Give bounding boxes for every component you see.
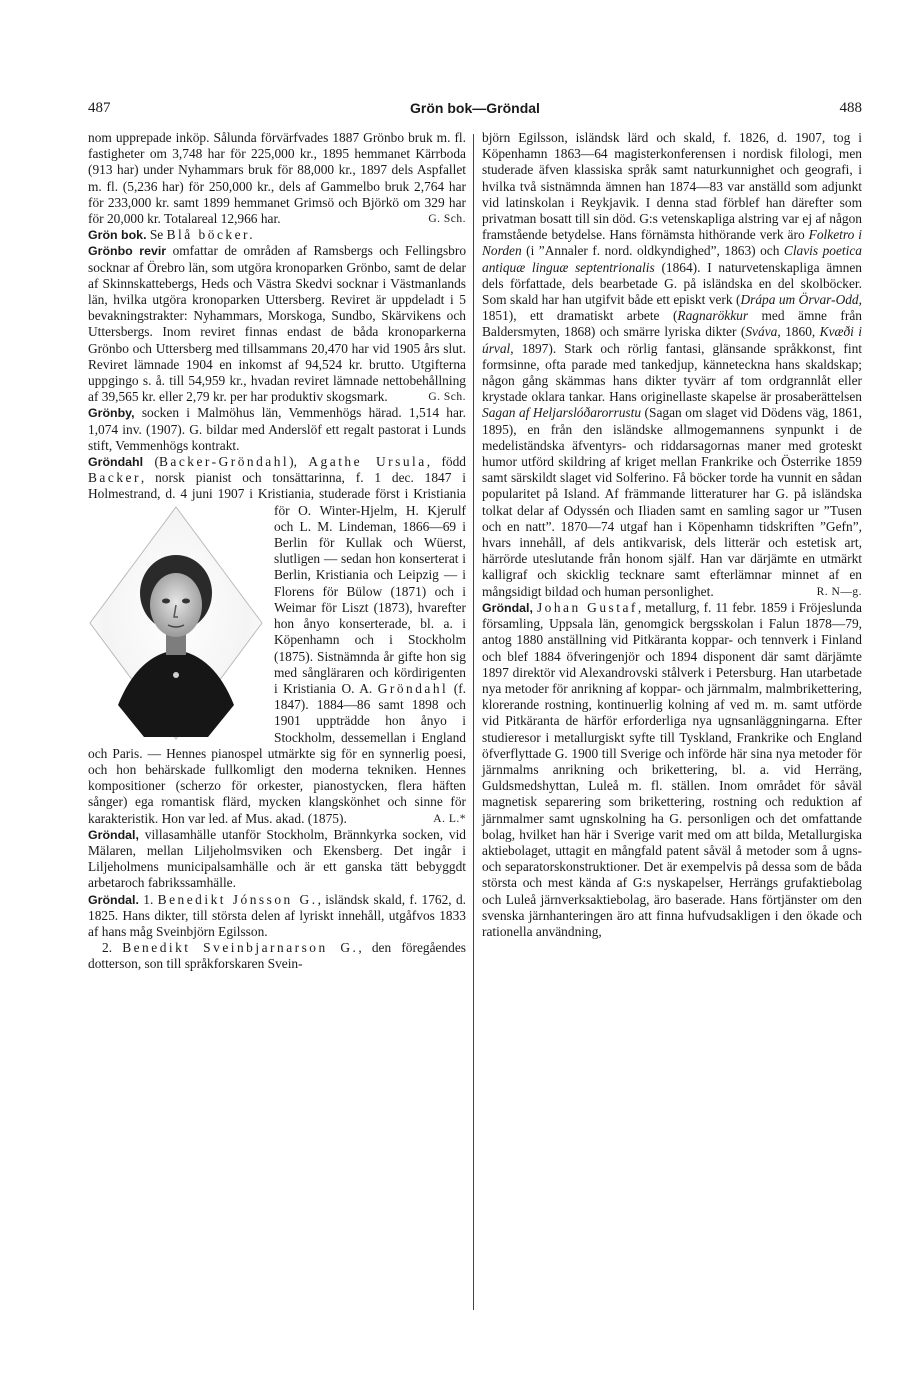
headword: Gröndal, (482, 600, 533, 615)
entry-text: , 1897). Stark och rörlig fantasi, glänsande språkkonst, fint formsinne, ofta parade med tankedjup, känneteckna hans skaldskap; någon gång skämmas hans dikter tyvärr af tom ordgrannlåt eller krystade oklara tankar. Hans originellaste skapelse är prosaberättelsen (482, 340, 862, 405)
author-signature: G. Sch. (428, 213, 466, 226)
entry-text: (f. 1847). 1884—86 samt 1898 och 1901 uppträdde hon ånyo i Stockholm, dessemellan i England och Paris. — Hennes pianospel utmärkte sig för en synnerlig poesi, och hon behärskade fullkomligt den moderna tekniken. Hennes kompositioner (scherzo för orkester, pianostycken, flera häften sånger) ega romantisk flärd, mycken klangskönhet och sinne för karakteristik. Hon var led. af Mus. akad. (1875). (88, 680, 466, 826)
entry-grondal-benedikt-continued (482, 130, 862, 600)
entry-text: (1864). I naturvetenskapliga ämnen dels författade, dels bearbetade G. på isländska en del skolböcker. Som skald har han utgifvit både ett episkt verk ( (482, 259, 863, 308)
headword: Gröndal. (88, 892, 139, 907)
entry-text: , metallurg, f. 11 febr. 1859 i Fröjeslunda församling, Uppsala län, genomgick bergsskolan i Falun 1878—79, antog 1880 anställning vid Pitkäranta koppar- och tennverk i Finland och blef 1884 öfveringenjör och 1894 disponent där samt därjämte 1897 direktör vid Alexandrovski stålverk i Petersburg. Han utarbetade nya metoder för anrikning af koppar- och järnmalm, malmbrikettering, klorerande rostning, kontinuerlig kolning af ved m. m. samt utförde vid Pitkäranta de härför erforderliga nya ugnsanläggningarna. Efter studieresor i metallurgiskt syfte till Tyskland, Frankrike och England öfverflyttade G. 1900 till Sverige och införde här sina nya metoder för järnmalms anrikning och brikettering, bl. a. vid Herräng, Guldsmedshyttan, Luleå m. fl. ställen. Inom området för såväl magnetisk separering som brikettering, rostning och reduktion af järnmalmer samt ugnskolning ha G. personligen och det omfattande bolag, hvilket han här i Sverige varit med om att bilda, Metallurgiska aktiebolaget, uttagit en mångfald patent såväl å metoder som å ugns- och separatorskonstruktioner. Det är exempelvis på dessa som de båda största och mest kända af G:s nyskapelser, Herrängs grufaktiebolag och Luleå järnverksaktiebolag, äro baserade. Hans förtjänster om den svenska järnhanteringen äro att finna hufvudsakligen i den ökade och rationella användning, (482, 599, 863, 939)
entry-gronby (88, 405, 466, 454)
right-column (482, 130, 862, 940)
entry-text: , isländsk skald, f. 1762, d. 1825. Hans dikter, till största delen af lyriskt innehåll, utgåfvos 1833 af hans måg Sveinbjörn Egilsson. (88, 891, 466, 939)
spaced-name: Benedikt Sveinbjarnarson G. (122, 940, 359, 956)
work-title: Sagan af Heljarslóðarorrustu (482, 405, 642, 421)
page-number-right: 488 (839, 100, 862, 116)
entry-text: , den föregåendes dotterson, son till språkforskaren Svein- (88, 940, 467, 972)
portrait-figure (88, 505, 264, 741)
work-title: Drápa um Örvar-Odd (740, 292, 859, 308)
entry-text: nom upprepade inköp. Sålunda förvärfvades 1887 Grönbo bruk m. fl. fastigheter om 3,748 har för 225,000 kr., 1895 hemmanet Kärrboda (913 har) under Nyhammars bruk för 88,000 kr., 1897 dels Aspfallet m. fl. (5,236 har) för 250,000 kr., dels af Gammelbo bruk 2,764 har för 233,000 kr. samt 1899 hemmanet Grimsö och Björkö om 329 har för 20,000 kr. Totalareal 12,966 har. (88, 130, 466, 227)
entry-text: med ämne från Baldersmyten, 1868) och smärre lyriska dikter ( (482, 308, 862, 340)
work-title: Sváva (745, 324, 778, 340)
entry-text: villasamhälle utanför Stockholm, Brännkyrka socken, vid Mälaren, mellan Liljeholmsviken och Ekensberg. Det ingår i Liljeholmens municipalsamhälle och är ett ganska tätt bebyggdt arbetaroch fabrikssamhälle. (88, 826, 466, 891)
headword: Gröndal, (88, 827, 139, 842)
left-column (88, 130, 466, 973)
entry-text: omfattar de områden af Ramsbergs och Fellingsbro socknar af Örebro län, som utgöra kronoparken Grönbo, samt de delar af Skinnskattebergs, Heds och Västra Skedvi socknar i Västmanlands län, hvilka utgöra kronoparken Uttersberg. Reviret är uppdeladt i 5 bevakningstrakter: Nyhammars, Morskoga, Sundbo, Skärvikens och Uttersbergs. Inom reviret finnas endast de båda kronoparkerna Grönbo och Uttersberg med tillsammans 20,470 har vid 1905 års slut. Reviret lämnade 1904 en inkomst af 94,524 kr. brutto. Utgifterna uppgingo s. å. till 54,959 kr., hvadan reviret lämnade nettobehållning af 39,565 kr. eller 2,79 kr. per har produktiv skogsmark. (88, 243, 467, 405)
portrait-photo-icon (88, 505, 264, 741)
entry-text: 1. (138, 891, 158, 907)
entry-text: (i ”Annaler f. nord. oldkyndighed”, 1863) och (521, 243, 784, 259)
spaced-name: Benedikt Jónsson G. (157, 891, 318, 907)
entry-text: , 1851), ett dramatiskt arbete ( (482, 292, 862, 324)
running-title: Grön bok—Gröndal (410, 100, 540, 116)
author-signature: G. Sch. (428, 391, 466, 404)
spaced-name: Agathe Ursula (308, 454, 427, 470)
work-title: Kvæði i úrval (482, 324, 863, 356)
entry-text: ), (289, 454, 309, 470)
headword: Grönbo revir (88, 244, 167, 259)
entry-text: , född (426, 454, 467, 470)
spaced-name: Backer-Gröndahl (158, 454, 290, 470)
author-signature: A. L.* (433, 812, 466, 825)
page-number-left: 487 (88, 100, 111, 116)
entry-text: socken i Malmöhus län, Vemmenhögs härad. 1,514 har. 1,074 inv. (1907). G. bildar med Anderslöf ett regalt pastorat i Lunds stift, Vemmenhögs kontrakt. (88, 405, 466, 453)
author-signature: R. N—g. (816, 585, 862, 598)
running-header (88, 100, 862, 122)
entry-text: , 1860, (777, 324, 820, 340)
entry-grondal-villasamhalle (88, 827, 466, 892)
entry-gronbo-revir (88, 243, 466, 405)
entry-text: (Sagan om slaget vid Dödens väg, 1861, 1895), en från den isländske allmogemannens synpunkt i de medeliständska äfventyrs- och riddarsagornas maner med groteskt humor utförd skildring af kriget mellan Frankrike och Österrike 1859 samt särskildt slaget vid Solferino. Få böcker torde ha vunnit en sådan popularitet på Island. Af främmande litteraturer har G. på isländska tolkat delar af Odyssén och Iliaden samt en samling sagor ur ”Tusen och en natt”. 1870—74 utgaf han i Köpenhamn tidskriften ”Gefn”, hvars innehåll, af dels antikvarisk, dels litterär och estetisk art, härrörde uteslutande från honom själf. Han var därjämte en utmärkt kalligraf och skicklig tecknare samt efterlämnar minnet af en mångsidigt bildad och human personlighet. (482, 405, 862, 599)
headword: Gröndahl (88, 455, 144, 470)
entry-text: björn Egilsson, isländsk lärd och skald, f. 1826, d. 1907, tog i Köpenhamn 1863—64 magisterkonferensen i nordisk filologi, men studerade äfven klassiska språk samt naturkunnighet och geografi, i hvilka två sistnämnda ämnen han 1874—83 var anställd som adjunkt vid latinskolan i Reykjavik. I denna stad förblef han därefter som privatman bosatt till sin död. G:s vetenskapliga alstring var ej af någon framstående betydelse. Hans förnämsta hithörande verk äro (482, 130, 862, 243)
column-divider (473, 134, 474, 1310)
entry-gronbo-continued (88, 130, 466, 227)
work-title: Ragnarökkur (677, 308, 749, 324)
entry-gron-bok (88, 227, 466, 243)
entry-text: 2. (102, 940, 123, 956)
spaced-name: Backer (88, 470, 141, 486)
entry-grondal-benedikt-jonsson (88, 892, 466, 941)
spaced-name: Gröndahl (377, 680, 449, 696)
cross-reference: Blå böcker. (166, 227, 256, 243)
headword: Grön bok. (88, 228, 147, 243)
spaced-name: Johan Gustaf (536, 599, 638, 615)
work-title: Clavis poetica antiquæ linguæ septentrionalis (482, 243, 862, 275)
entry-text: Se (146, 227, 167, 243)
entry-grondal-johan-gustaf (482, 600, 862, 940)
entry-text: Winter-Hjelm, H. Kjerulf och L. M. Lindeman, 1866—69 i Berlin för Kullak och Wüerst, slutligen — sedan hon konserterat i Berlin, Kristiania och Leipzig — i Florens för Bülow (1871) och i Weimar för Liszt (1873), hvarefter hon ånyo konserterade, bl. a. i Köpenhamn och i Stockholm (1875). Sistnämnda år gifte hon sig med sångläraren och kördirigenten i Kristiania O. A. (274, 502, 467, 696)
entry-text: ( (143, 454, 159, 470)
entry-grondal-benedikt-sveinbjarnarson (88, 940, 466, 972)
headword: Grönby, (88, 406, 135, 421)
entry-text: , norsk pianist och tonsättarinna, f. 1 dec. 1847 i Holmestrand, d. 4 juni 1907 i Kristiania, studerade först i Kristiania för O. (88, 470, 466, 518)
work-title: Folketro i Norden (482, 227, 862, 259)
entry-grondahl (88, 454, 466, 827)
